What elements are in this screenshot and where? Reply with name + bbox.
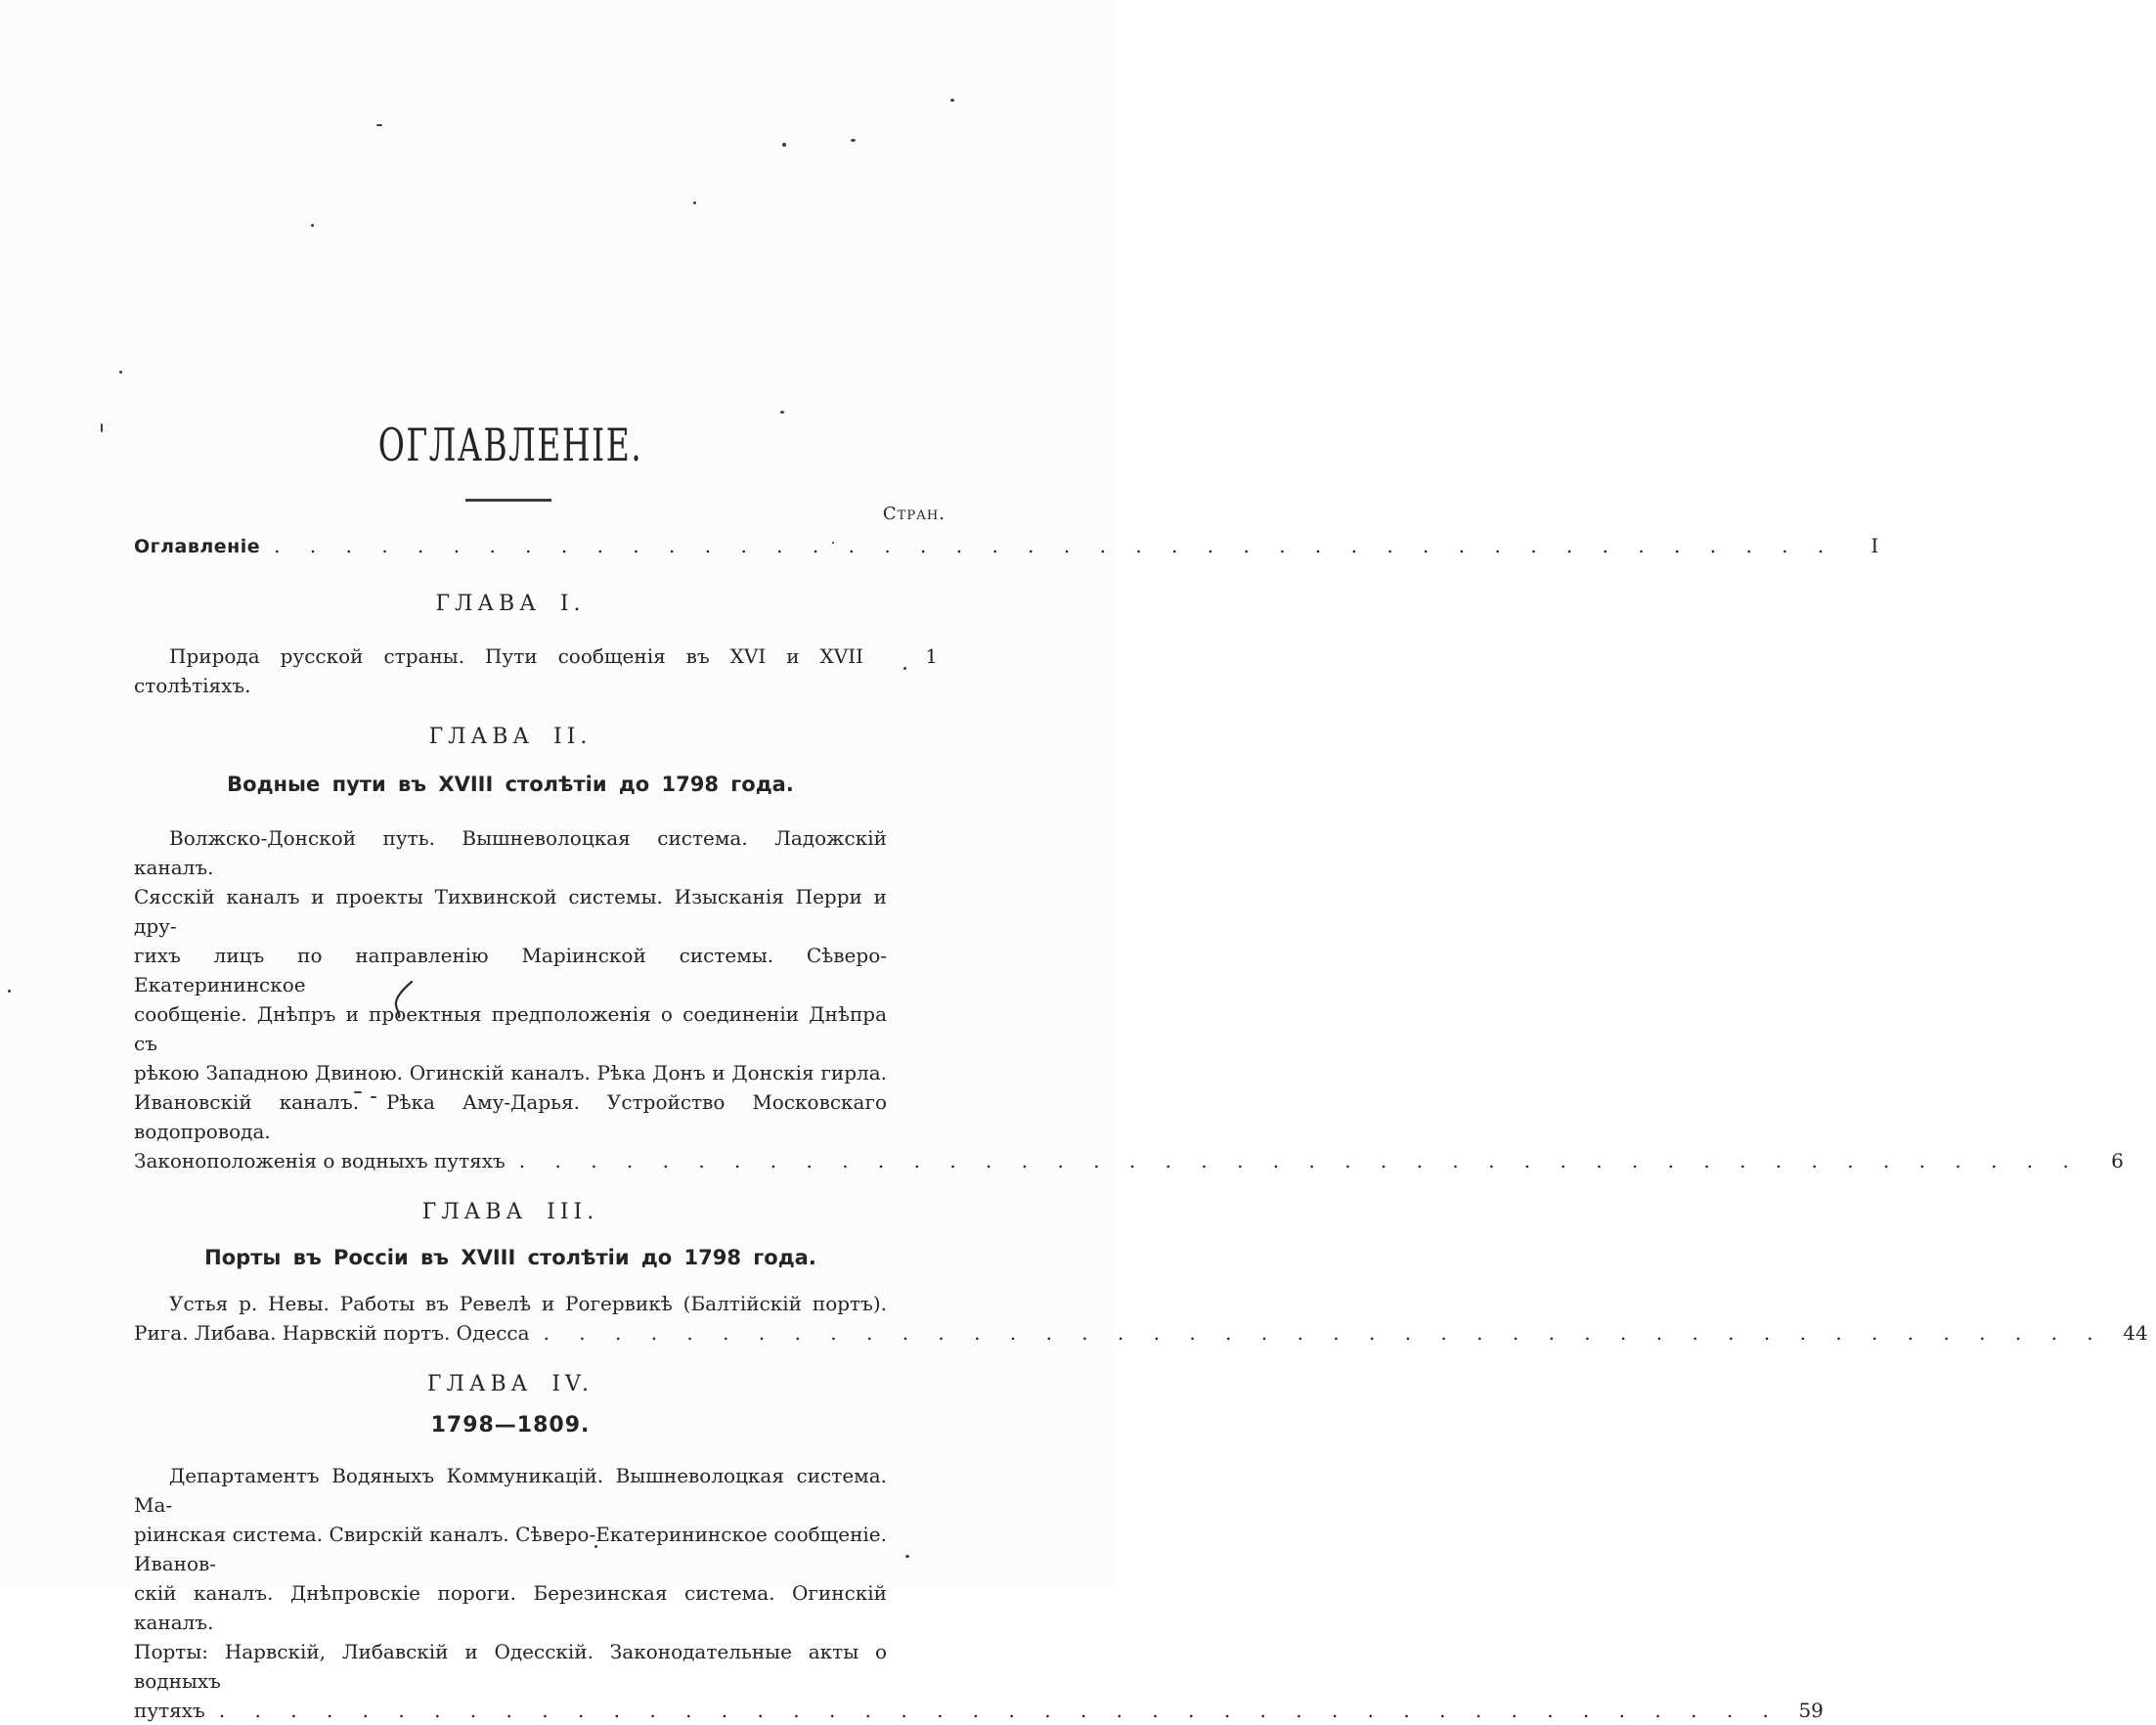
chapter-2-page: 6 — [2111, 1149, 2124, 1172]
chapter-2-paragraph — [134, 823, 2124, 1175]
chapter-3-heading: ГЛАВА III. — [421, 1200, 599, 1224]
chapter-2-heading: ГЛАВА II. — [428, 725, 593, 749]
paragraph-line: рѣкою Западною Двиною. Огинскій каналъ. Рѣка Донъ и Донскія гирла. — [134, 1061, 887, 1084]
chapter-1-entry — [134, 641, 946, 700]
page-title: ОГЛАВЛЕНІЕ. — [377, 419, 643, 471]
paragraph-last-line: Законоположенія о водныхъ путяхъ — [134, 1149, 506, 1172]
paragraph-line: Волжско-Донской путь. Вышневолоцкая система. Ладожскій каналъ. — [134, 826, 887, 879]
paragraph-line: ріинская система. Свирскій каналъ. Сѣверо-Екатерининское сообщеніе. Иванов- — [134, 1523, 887, 1575]
toc-entry-page: I — [1870, 534, 1879, 557]
chapter-3-page: 44 — [2123, 1321, 2148, 1345]
paragraph-line: скій каналъ. Днѣпровскіе пороги. Березинская система. Огинскій каналъ. — [134, 1581, 887, 1634]
chapter-1-line: Природа русской страны. Пути сообщенія въ XVI и XVII столѣтіяхъ. — [134, 644, 863, 697]
paragraph-line: Порты: Нарвскій, Либавскій и Одесскій. Законодательные акты о водныхъ — [134, 1640, 887, 1693]
paragraph-last-line: путяхъ — [134, 1699, 205, 1722]
chapter-2-subtitle: Водные пути въ XVIII столѣтіи до 1798 года. — [227, 773, 794, 796]
chapter-2-leader-row — [134, 1146, 2124, 1175]
scan-speck — [950, 99, 954, 102]
page-column-header: Стран. — [882, 504, 946, 524]
chapter-3-paragraph — [134, 1289, 2148, 1348]
dot-leader: . . . . . . . . . . . . . . . . . . . . . . . . . . . . . . . . . . . . . . . . . . . . — [274, 534, 1826, 557]
chapter-4-leader-row — [134, 1696, 1824, 1725]
paragraph-line: Устья р. Невы. Работы въ Ревелѣ и Рогервикѣ (Балтійскій портъ). — [169, 1292, 887, 1315]
scan-speck — [8, 990, 11, 993]
dot-leader: . . . . . . . . . . . . . . . . . . . . . . . . . . . . . . . . . . . . . . . . . . . . — [518, 1149, 2071, 1172]
chapter-3-subtitle: Порты въ Россіи въ XVIII столѣтіи до 1798 года. — [204, 1246, 816, 1269]
paragraph-line: Ивановскій каналъ. Рѣка Аму-Дарья. Устройство Московскаго водопровода. — [134, 1090, 887, 1143]
chapter-4-subtitle: 1798—1809. — [430, 1413, 591, 1438]
dot-leader: . . . . . . . . . . . . . . . . . . . . . . . . . . . . . . . . . . . . . . . . . . . . — [218, 1699, 1771, 1722]
chapter-3-leader-row — [134, 1318, 2148, 1348]
scan-speck — [119, 371, 122, 374]
paragraph-line: Сясскій каналъ и проекты Тихвинской системы. Изысканія Перри и дру- — [134, 885, 887, 938]
paragraph-line: Департаментъ Водяныхъ Коммуникацій. Вышневолоцкая система. Ма- — [134, 1464, 887, 1517]
chapter-4-paragraph — [134, 1461, 1824, 1725]
scan-speck — [101, 423, 103, 432]
paragraph-line: гихъ лицъ по направленію Маріинской системы. Сѣверо-Екатерининское — [134, 944, 887, 996]
paragraph-last-line: Рига. Либава. Нарвскій портъ. Одесса — [134, 1321, 530, 1345]
chapter-4-page: 59 — [1798, 1699, 1824, 1722]
paragraph-line: сообщеніе. Днѣпръ и проектныя предположенія о соединеніи Днѣпра съ — [134, 1002, 887, 1055]
dot-leader: . . . . . . . . . . . . . . . . . . . . . . . . . . . . . . . . . . . . . . . . . . . . — [543, 1321, 2095, 1345]
chapter-1-heading: ГЛАВА I. — [435, 592, 586, 616]
chapter-1-page: 1 — [925, 644, 938, 668]
toc-content — [134, 0, 2148, 1725]
chapter-4-heading: ГЛАВА IV. — [426, 1372, 594, 1396]
toc-entry — [134, 533, 1879, 559]
title-divider — [465, 499, 551, 502]
toc-entry-label: Оглавленіе — [134, 536, 261, 557]
